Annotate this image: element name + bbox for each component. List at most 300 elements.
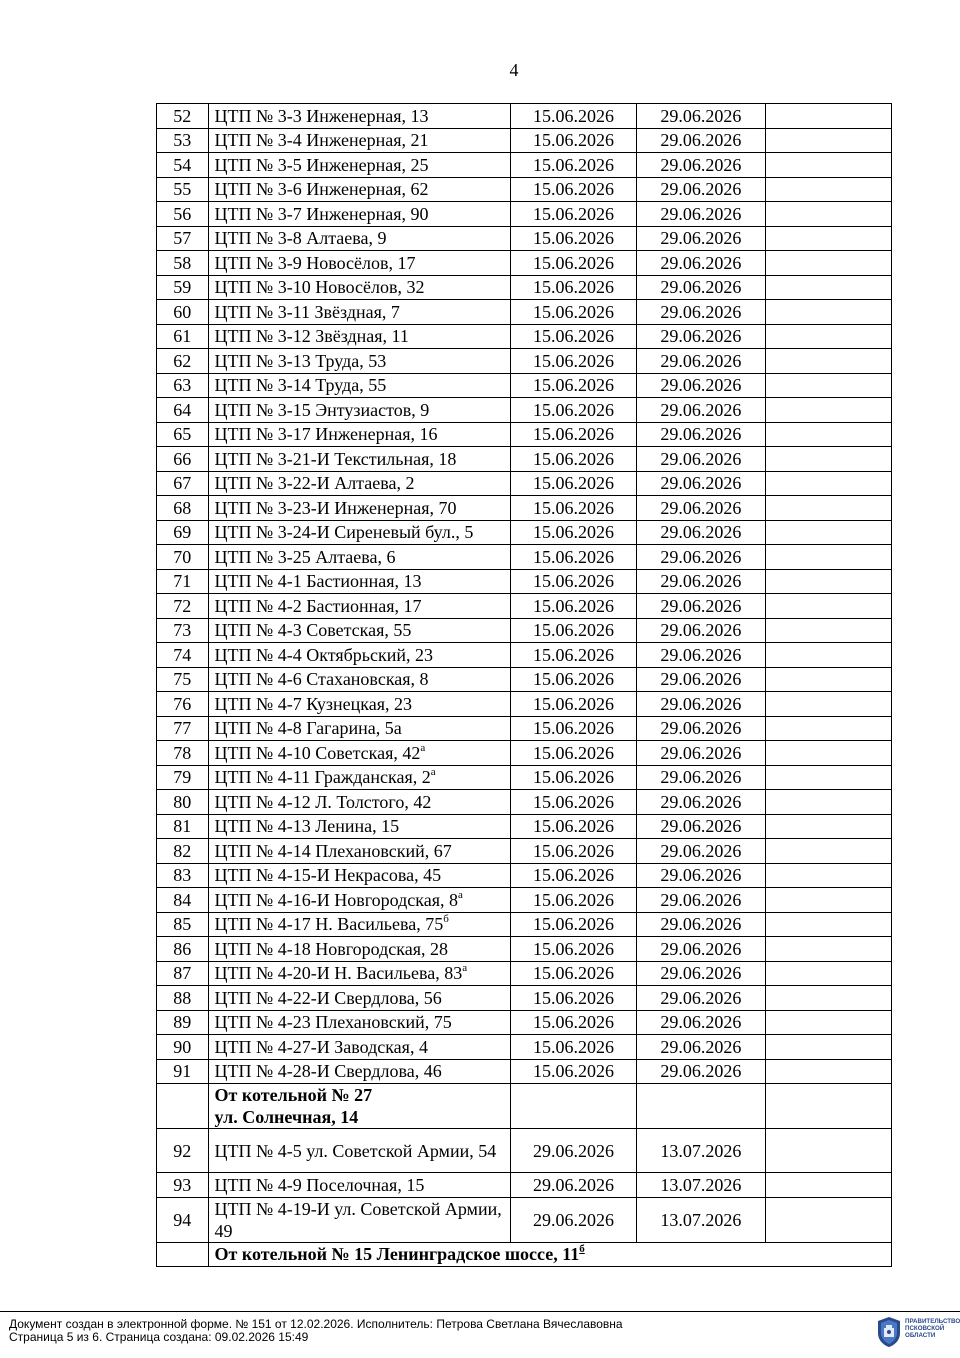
cell-end: 29.06.2026: [637, 863, 765, 888]
cell-name: [208, 692, 510, 717]
cell-note: [765, 1173, 891, 1198]
cell-note: [765, 692, 891, 717]
cell-number: 72: [157, 594, 209, 619]
cell-start: 15.06.2026: [510, 716, 636, 741]
cell-number: 55: [157, 177, 209, 202]
cell-number: 52: [157, 104, 209, 129]
cell-end: 29.06.2026: [637, 814, 765, 839]
cell-number: 58: [157, 251, 209, 276]
cell-end: 29.06.2026: [637, 373, 765, 398]
cell-number: 57: [157, 226, 209, 251]
cell-note: [765, 373, 891, 398]
cell-name: [208, 1059, 510, 1084]
cell-number: 64: [157, 398, 209, 423]
group-header: [208, 1084, 510, 1129]
cell-start: 15.06.2026: [510, 177, 636, 202]
cell-start: 15.06.2026: [510, 1035, 636, 1060]
cell-number: 69: [157, 520, 209, 545]
table-row: [157, 961, 892, 986]
cell-start: 15.06.2026: [510, 1010, 636, 1035]
government-emblem-icon: [876, 1316, 902, 1348]
cell-name-text: ЦТП № 3-8 Алтаева, 9: [214, 228, 387, 249]
cell-end: 29.06.2026: [637, 594, 765, 619]
cell-name: [208, 422, 510, 447]
cell-end: 29.06.2026: [637, 226, 765, 251]
cell-start: 15.06.2026: [510, 839, 636, 864]
cell-end: 29.06.2026: [637, 471, 765, 496]
cell-note: [765, 839, 891, 864]
cell-name-text: ЦТП № 4-17 Н. Васильева, 75: [214, 914, 444, 935]
cell-name-text: ЦТП № 3-5 Инженерная, 25: [214, 154, 429, 175]
cell-start: 15.06.2026: [510, 226, 636, 251]
cell-start: 15.06.2026: [510, 618, 636, 643]
cell-start: 15.06.2026: [510, 422, 636, 447]
cell-number: 85: [157, 912, 209, 937]
cell-number: 74: [157, 643, 209, 668]
table-row: [157, 177, 892, 202]
cell-note: [765, 569, 891, 594]
table-row: [157, 471, 892, 496]
schedule-table: [156, 103, 892, 1267]
cell-end: 29.06.2026: [637, 349, 765, 374]
table-row: [157, 1035, 892, 1060]
cell-number: 93: [157, 1173, 209, 1198]
cell-number: 83: [157, 863, 209, 888]
cell-name-sup: а: [420, 741, 426, 754]
cell-note: [765, 104, 891, 129]
document-footer: [9, 1318, 623, 1344]
cell-number: 60: [157, 300, 209, 325]
cell-end: 29.06.2026: [637, 667, 765, 692]
group-header-line1: От котельной № 27: [214, 1085, 373, 1105]
cell-start: [510, 1084, 636, 1129]
cell-name-text: ЦТП № 4-7 Кузнецкая, 23: [214, 693, 412, 714]
cell-name-text: ЦТП № 3-10 Новосёлов, 32: [214, 277, 425, 298]
cell-note: [765, 324, 891, 349]
group-header-row: [157, 1084, 892, 1129]
table-row: [157, 496, 892, 521]
table-row: [157, 226, 892, 251]
cell-name: [208, 741, 510, 766]
table-row: [157, 520, 892, 545]
cell-note: [765, 128, 891, 153]
cell-start: 15.06.2026: [510, 741, 636, 766]
cell-number: 94: [157, 1197, 209, 1242]
cell-name: [208, 520, 510, 545]
footer-line1: Документ создан в электронной форме. № 151 от 12.02.2026. Исполнитель: Петрова Светлана Вячеславовна: [9, 1317, 623, 1331]
table-row: [157, 814, 892, 839]
cell-number: 89: [157, 1010, 209, 1035]
cell-name: [208, 863, 510, 888]
cell-end: 29.06.2026: [637, 888, 765, 913]
table-row: [157, 545, 892, 570]
cell-start: 15.06.2026: [510, 594, 636, 619]
cell-note: [765, 765, 891, 790]
cell-name: [208, 594, 510, 619]
cell-name: [208, 986, 510, 1011]
cell-name-text: ЦТП № 4-27-И Заводская, 4: [214, 1036, 428, 1057]
cell-name: [208, 471, 510, 496]
cell-name-text: ЦТП № 4-2 Бастионная, 17: [214, 595, 422, 616]
cell-note: [765, 912, 891, 937]
cell-start: 15.06.2026: [510, 496, 636, 521]
cell-note: [765, 275, 891, 300]
cell-name: [208, 643, 510, 668]
cell-note: [765, 790, 891, 815]
cell-end: 29.06.2026: [637, 716, 765, 741]
cell-start: 15.06.2026: [510, 912, 636, 937]
cell-number: 90: [157, 1035, 209, 1060]
cell-start: 15.06.2026: [510, 153, 636, 178]
cell-number: 77: [157, 716, 209, 741]
table-row: [157, 324, 892, 349]
cell-name-text: ЦТП № 4-6 Стахановская, 8: [214, 669, 429, 690]
cell-note: [765, 814, 891, 839]
cell-start: 15.06.2026: [510, 275, 636, 300]
cell-name-text: ЦТП № 4-18 Новгородская, 28: [214, 938, 449, 959]
cell-start: 29.06.2026: [510, 1129, 636, 1173]
cell-name-text: ЦТП № 3-23-И Инженерная, 70: [214, 497, 457, 518]
cell-note: [765, 226, 891, 251]
cell-name-text: ЦТП № 4-14 Плехановский, 67: [214, 840, 452, 861]
cell-number: 76: [157, 692, 209, 717]
cell-start: 15.06.2026: [510, 961, 636, 986]
cell-name: [208, 839, 510, 864]
cell-name: [208, 447, 510, 472]
cell-name-text: ЦТП № 4-1 Бастионная, 13: [214, 571, 422, 592]
cell-number: 81: [157, 814, 209, 839]
cell-number: 86: [157, 937, 209, 962]
cell-name: [208, 667, 510, 692]
table-row: [157, 1197, 892, 1242]
cell-name-text: ЦТП № 3-13 Труда, 53: [214, 350, 387, 371]
table-row: [157, 667, 892, 692]
cell-name: [208, 275, 510, 300]
cell-name-text: ЦТП № 3-21-И Текстильная, 18: [214, 448, 457, 469]
cell-note: [765, 643, 891, 668]
cell-note: [765, 177, 891, 202]
table-row: [157, 741, 892, 766]
table-row: [157, 373, 892, 398]
cell-end: 29.06.2026: [637, 839, 765, 864]
cell-name: [208, 814, 510, 839]
cell-name-text: ЦТП № 4-13 Ленина, 15: [214, 816, 400, 837]
table-row: [157, 104, 892, 129]
cell-number: 80: [157, 790, 209, 815]
table-row: [157, 1173, 892, 1198]
cell-note: [765, 520, 891, 545]
cell-note: [765, 961, 891, 986]
cell-start: 15.06.2026: [510, 790, 636, 815]
cell-end: 29.06.2026: [637, 496, 765, 521]
cell-end: 29.06.2026: [637, 1035, 765, 1060]
cell-name-text: ЦТП № 3-14 Труда, 55: [214, 375, 387, 396]
cell-number: 79: [157, 765, 209, 790]
cell-name-sup: а: [462, 962, 468, 975]
cell-number: [157, 1242, 209, 1267]
cell-start: 15.06.2026: [510, 569, 636, 594]
cell-end: 29.06.2026: [637, 912, 765, 937]
cell-end: 29.06.2026: [637, 300, 765, 325]
table-row: [157, 643, 892, 668]
cell-end: 29.06.2026: [637, 251, 765, 276]
cell-name: [208, 912, 510, 937]
cell-name-sup: а: [458, 888, 463, 901]
cell-number: 68: [157, 496, 209, 521]
cell-name: [208, 618, 510, 643]
table-row: [157, 863, 892, 888]
footer-line2: Страница 5 из 6. Страница создана: 09.02.2026 15:49: [9, 1330, 309, 1344]
cell-name: [208, 153, 510, 178]
cell-name: [208, 177, 510, 202]
cell-name: [208, 300, 510, 325]
cell-note: [765, 471, 891, 496]
cell-note: [765, 349, 891, 374]
cell-start: 15.06.2026: [510, 349, 636, 374]
cell-end: 29.06.2026: [637, 741, 765, 766]
cell-name-text: ЦТП № 4-28-И Свердлова, 46: [214, 1061, 442, 1082]
cell-name-text: ЦТП № 3-9 Новосёлов, 17: [214, 252, 416, 273]
table-row: [157, 202, 892, 227]
table-row: [157, 716, 892, 741]
table-row: [157, 128, 892, 153]
cell-end: 29.06.2026: [637, 398, 765, 423]
cell-start: 29.06.2026: [510, 1197, 636, 1242]
cell-end: 29.06.2026: [637, 545, 765, 570]
cell-end: 29.06.2026: [637, 692, 765, 717]
cell-number: 63: [157, 373, 209, 398]
cell-end: 29.06.2026: [637, 1059, 765, 1084]
table-row: [157, 618, 892, 643]
logo-line3: ОБЛАСТИ: [905, 1332, 936, 1339]
cell-number: 71: [157, 569, 209, 594]
cell-start: 15.06.2026: [510, 667, 636, 692]
group-header: [208, 1242, 891, 1267]
cell-end: 29.06.2026: [637, 569, 765, 594]
group-header-sup: б: [579, 1243, 585, 1256]
table-row: [157, 986, 892, 1011]
cell-name: [208, 496, 510, 521]
cell-note: [765, 667, 891, 692]
cell-name: ЦТП № 4-9 Поселочная, 15: [208, 1173, 510, 1198]
cell-name: [208, 790, 510, 815]
cell-start: 15.06.2026: [510, 202, 636, 227]
cell-name: [208, 324, 510, 349]
cell-name-text: ЦТП № 3-7 Инженерная, 90: [214, 203, 429, 224]
cell-number: 91: [157, 1059, 209, 1084]
cell-note: [765, 1035, 891, 1060]
cell-number: 87: [157, 961, 209, 986]
cell-start: 15.06.2026: [510, 373, 636, 398]
cell-name-text: ЦТП № 4-15-И Некрасова, 45: [214, 865, 442, 886]
cell-start: 15.06.2026: [510, 1059, 636, 1084]
cell-start: 15.06.2026: [510, 888, 636, 913]
cell-note: [765, 398, 891, 423]
cell-name: ЦТП № 4-19-И ул. Советской Армии, 49: [208, 1197, 510, 1242]
cell-number: 82: [157, 839, 209, 864]
table-row: [157, 275, 892, 300]
cell-note: [765, 545, 891, 570]
cell-name: [208, 569, 510, 594]
table-row: [157, 398, 892, 423]
cell-name-text: ЦТП № 4-23 Плехановский, 75: [214, 1012, 452, 1033]
cell-name-text: ЦТП № 4-22-И Свердлова, 56: [214, 987, 442, 1008]
cell-start: 15.06.2026: [510, 986, 636, 1011]
cell-name-text: ЦТП № 3-24-И Сиреневый бул., 5: [214, 522, 474, 543]
cell-end: 29.06.2026: [637, 765, 765, 790]
cell-number: 56: [157, 202, 209, 227]
cell-note: [765, 594, 891, 619]
cell-note: [765, 300, 891, 325]
cell-start: 15.06.2026: [510, 128, 636, 153]
group-header-text: От котельной № 15 Ленинградское шоссе, 11: [214, 1244, 580, 1265]
cell-note: [765, 153, 891, 178]
cell-name-text: ЦТП № 4-16-И Новгородская, 8: [214, 889, 459, 910]
cell-note: [765, 986, 891, 1011]
cell-note: [765, 1059, 891, 1084]
cell-name: [208, 765, 510, 790]
page-number: 4: [509, 60, 519, 80]
table-row: [157, 422, 892, 447]
cell-name: [208, 202, 510, 227]
cell-number: 53: [157, 128, 209, 153]
cell-number: 92: [157, 1129, 209, 1173]
cell-name-text: ЦТП № 4-4 Октябрьский, 23: [214, 644, 433, 665]
cell-end: 29.06.2026: [637, 104, 765, 129]
cell-name-text: ЦТП № 3-3 Инженерная, 13: [214, 105, 429, 126]
table-row: [157, 692, 892, 717]
cell-end: 13.07.2026: [637, 1129, 765, 1173]
cell-name: [208, 398, 510, 423]
cell-name: [208, 937, 510, 962]
cell-start: 15.06.2026: [510, 863, 636, 888]
cell-note: [765, 618, 891, 643]
cell-note: [765, 496, 891, 521]
cell-start: 15.06.2026: [510, 520, 636, 545]
table-row: [157, 251, 892, 276]
cell-note: [765, 741, 891, 766]
cell-name: [208, 545, 510, 570]
cell-end: 29.06.2026: [637, 937, 765, 962]
cell-start: 15.06.2026: [510, 251, 636, 276]
cell-number: 62: [157, 349, 209, 374]
cell-start: 15.06.2026: [510, 104, 636, 129]
government-logo-text: [905, 1318, 960, 1339]
cell-name-sup: а: [430, 766, 436, 779]
cell-name-sup: б: [443, 913, 449, 926]
cell-name-text: ЦТП № 3-15 Энтузиастов, 9: [214, 399, 430, 420]
cell-name-text: ЦТП № 3-6 Инженерная, 62: [214, 179, 429, 200]
group-boiler-27: [157, 1084, 892, 1243]
cell-number: [157, 1084, 209, 1129]
cell-name-text: ЦТП № 3-22-И Алтаева, 2: [214, 473, 415, 494]
cell-end: 29.06.2026: [637, 324, 765, 349]
logo-line1: ПРАВИТЕЛЬСТВО: [905, 1318, 960, 1325]
table-row: [157, 349, 892, 374]
cell-start: 15.06.2026: [510, 471, 636, 496]
cell-start: 15.06.2026: [510, 692, 636, 717]
cell-note: [765, 888, 891, 913]
table-row: [157, 765, 892, 790]
cell-end: 13.07.2026: [637, 1197, 765, 1242]
cell-note: [765, 863, 891, 888]
cell-name: [208, 961, 510, 986]
table-row: [157, 447, 892, 472]
cell-end: 29.06.2026: [637, 202, 765, 227]
cell-end: 29.06.2026: [637, 643, 765, 668]
cell-name: [208, 373, 510, 398]
table-row: [157, 1129, 892, 1173]
cell-end: 29.06.2026: [637, 128, 765, 153]
cell-name-text: ЦТП № 3-12 Звёздная, 11: [214, 326, 409, 347]
cell-note: [765, 1197, 891, 1242]
cell-number: 70: [157, 545, 209, 570]
cell-name: [208, 716, 510, 741]
cell-name-text: ЦТП № 4-11 Гражданская, 2: [214, 767, 431, 788]
cell-end: 29.06.2026: [637, 153, 765, 178]
cell-note: [765, 447, 891, 472]
cell-start: 15.06.2026: [510, 447, 636, 472]
table-row: [157, 569, 892, 594]
cell-name-text: ЦТП № 3-11 Звёздная, 7: [214, 301, 400, 322]
cell-name: [208, 1010, 510, 1035]
cell-number: 61: [157, 324, 209, 349]
cell-note: [765, 202, 891, 227]
cell-name-text: ЦТП № 4-20-И Н. Васильева, 83: [214, 963, 463, 984]
cell-name-text: ЦТП № 3-4 Инженерная, 21: [214, 130, 429, 151]
table-row: [157, 790, 892, 815]
group-header-line2: ул. Солнечная, 14: [214, 1107, 359, 1127]
cell-end: 29.06.2026: [637, 520, 765, 545]
cell-number: 59: [157, 275, 209, 300]
cell-number: 54: [157, 153, 209, 178]
cell-start: 15.06.2026: [510, 765, 636, 790]
cell-note: [765, 1010, 891, 1035]
cell-end: 29.06.2026: [637, 961, 765, 986]
cell-number: 73: [157, 618, 209, 643]
cell-number: 66: [157, 447, 209, 472]
table-row: [157, 300, 892, 325]
cell-name: [208, 888, 510, 913]
table-row: [157, 153, 892, 178]
cell-name-text: ЦТП № 4-12 Л. Толстого, 42: [214, 791, 432, 812]
cell-name: [208, 1035, 510, 1060]
table-row: [157, 1059, 892, 1084]
cell-end: 29.06.2026: [637, 447, 765, 472]
schedule-table-body: [157, 104, 892, 1084]
table-row: [157, 937, 892, 962]
cell-end: 29.06.2026: [637, 1010, 765, 1035]
cell-number: 75: [157, 667, 209, 692]
table-row: [157, 594, 892, 619]
table-row: [157, 888, 892, 913]
cell-start: 15.06.2026: [510, 324, 636, 349]
cell-name: [208, 226, 510, 251]
cell-end: 29.06.2026: [637, 275, 765, 300]
cell-note: [765, 1084, 891, 1129]
cell-start: 15.06.2026: [510, 545, 636, 570]
cell-number: 78: [157, 741, 209, 766]
cell-note: [765, 251, 891, 276]
cell-name-text: ЦТП № 4-3 Советская, 55: [214, 620, 412, 641]
cell-note: [765, 716, 891, 741]
cell-note: [765, 937, 891, 962]
cell-start: 15.06.2026: [510, 814, 636, 839]
table-row: [157, 912, 892, 937]
group-header-row: [157, 1242, 892, 1267]
cell-number: 88: [157, 986, 209, 1011]
cell-end: 29.06.2026: [637, 986, 765, 1011]
